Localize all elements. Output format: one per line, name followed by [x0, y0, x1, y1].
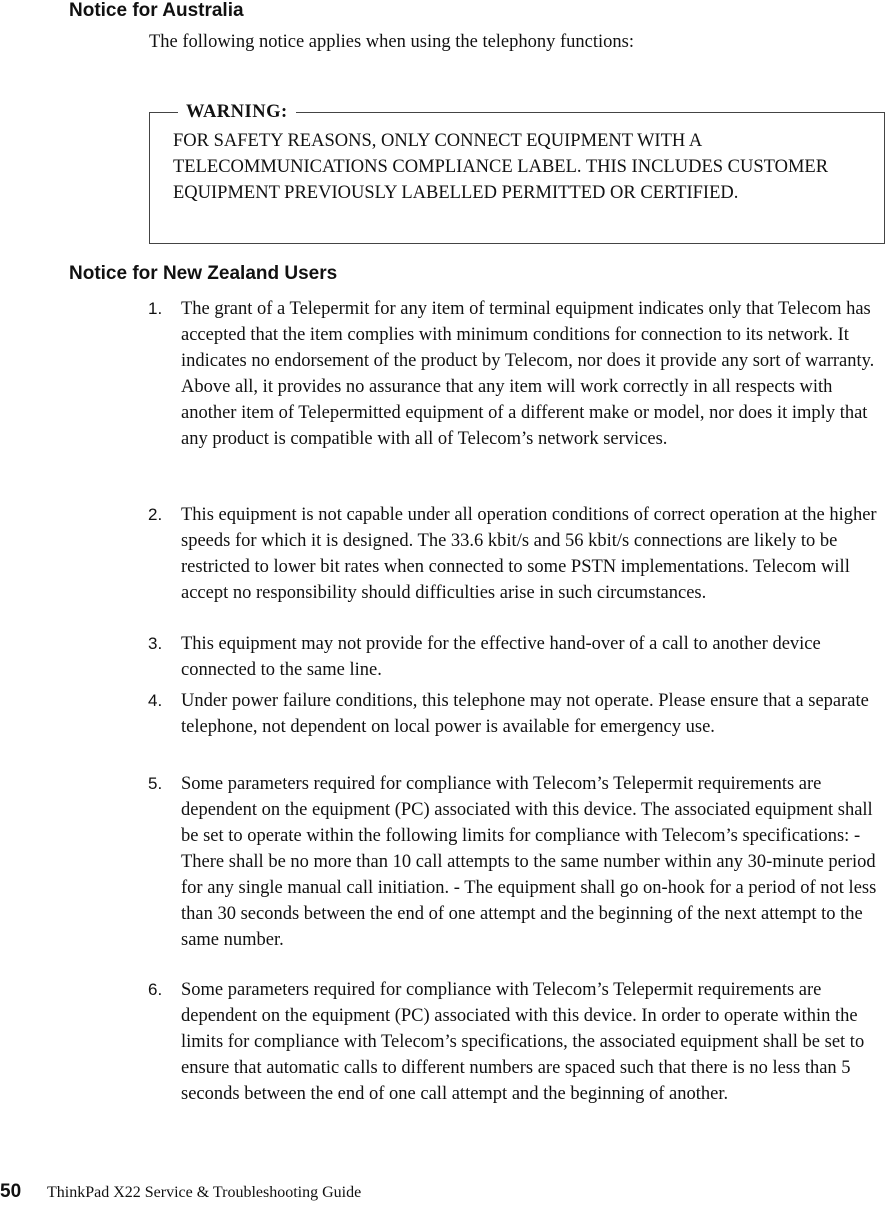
page-number: 50	[0, 1181, 22, 1202]
warning-box	[149, 102, 885, 244]
list-item-number: 5.	[148, 774, 163, 793]
australia-intro-text: The following notice applies when using the telephony functions:	[149, 32, 635, 52]
heading-notice-new-zealand: Notice for New Zealand Users	[69, 263, 338, 284]
list-item	[148, 688, 886, 740]
warning-label: WARNING:	[178, 100, 296, 124]
list-item-number: 1.	[148, 299, 163, 318]
warning-text: FOR SAFETY REASONS, ONLY CONNECT EQUIPMENT WITH A TELECOMMUNICATIONS COMPLIANCE LABEL. THIS INCLUDES CUSTOMER EQUIPMENT PREVIOUSLY LABELLED PERMITTED OR CERTIFIED.	[173, 131, 829, 203]
list-item-number: 4.	[148, 691, 163, 710]
list-item-text: Under power failure conditions, this telephone may not operate. Please ensure that a separate telephone, not dependent on local power is available for emergency use.	[181, 691, 869, 737]
list-item-number: 3.	[148, 634, 163, 653]
page-footer	[0, 1179, 888, 1205]
list-item-text: Some parameters required for compliance with Telecom’s Telepermit requirements are dependent on the equipment (PC) associated with this device. In order to operate within the limits for compliance with Telecom’s specifications, the associated equipment shall be set to ensure that automatic calls to different numbers are spaced such that there is no less than 5 seconds between the end of one call attempt and the beginning of another.	[181, 980, 865, 1104]
list-item	[148, 502, 886, 606]
list-item	[148, 977, 886, 1107]
list-item-text: The grant of a Telepermit for any item of terminal equipment indicates only that Telecom has accepted that the item complies with minimum conditions for connection to its network. It indicates no endorsement of the product by Telecom, nor does it provide any sort of warranty. Above all, it provides no assurance that any item will work correctly in all respects with another item of Telepermitted equipment of a different make or model, nor does it imply that any product is compatible with all of Telecom’s network services.	[181, 299, 875, 449]
footer-book-title: ThinkPad X22 Service & Troubleshooting Guide	[47, 1184, 362, 1201]
list-item-text: Some parameters required for compliance with Telecom’s Telepermit requirements are dependent on the equipment (PC) associated with this device. The associated equipment shall be set to operate within the following limits for compliance with Telecom’s specifications: - There shall be no more than 10 call attempts to the same number within any 30-minute period for any single manual call initiation. - The equipment shall go on-hook for a period of not less than 30 seconds between the end of one attempt and the beginning of the next attempt to the same number.	[181, 774, 877, 950]
list-item-text: This equipment may not provide for the effective hand-over of a call to another device connected to the same line.	[181, 634, 821, 680]
list-item-number: 2.	[148, 505, 163, 524]
heading-notice-australia: Notice for Australia	[69, 0, 244, 21]
list-item-number: 6.	[148, 980, 163, 999]
list-item-text: This equipment is not capable under all operation conditions of correct operation at the higher speeds for which it is designed. The 33.6 kbit/s and 56 kbit/s connections are likely to be restricted to lower bit rates when connected to some PSTN implementations. Telecom will accept no responsibility should difficulties arise in such circumstances.	[181, 505, 877, 603]
list-item	[148, 296, 886, 452]
list-item	[148, 631, 886, 683]
list-item	[148, 771, 886, 953]
